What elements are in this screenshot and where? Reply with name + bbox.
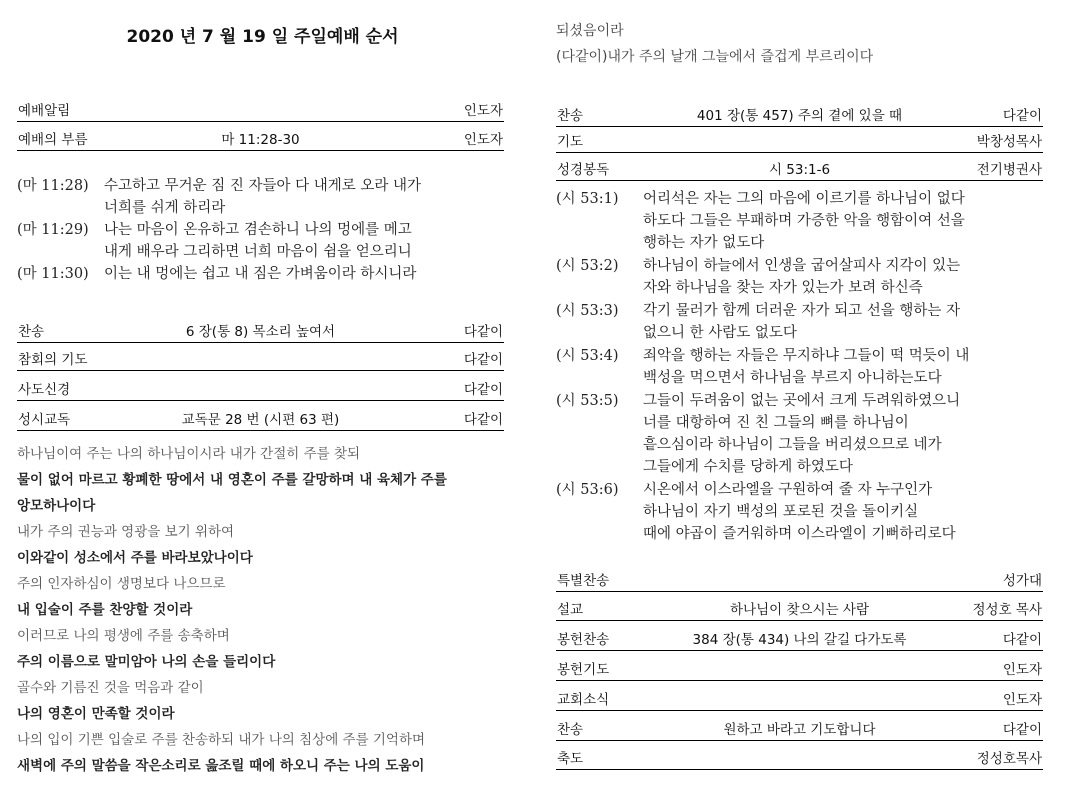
verse-line: 나는 마음이 온유하고 겸손하니 나의 멍에를 메고 [104,222,412,238]
row-leader: 다같이 [463,412,503,428]
congregation-line: 앙모하나이다 [17,498,96,514]
row-leader: 정성호 목사 [972,602,1042,618]
leader-line: 주의 인자하심이 생명보다 나으므로 [17,576,226,592]
leader-line: 이러므로 나의 평생에 주를 송축하며 [17,628,230,644]
verse-line: 너희를 쉬게 하리라 [104,200,226,216]
row-leader: 박창성목사 [976,134,1042,150]
order-row-offering-prayer [556,658,1043,681]
verse-line: 그들이 두려움이 없는 곳에서 크게 두려워하였으니 [643,393,961,409]
row-label: 설교 [557,602,584,618]
verse-ref: (마 11:29) [17,222,89,238]
congregation-line: 새벽에 주의 말씀을 작은소리로 읊조릴 때에 하오니 주는 나의 도움이 [17,758,425,774]
row-label: 찬송 [18,324,45,340]
row-detail: 하나님이 찾으시는 사람 [730,602,869,618]
order-row-prayer [556,130,1043,153]
verse-ref: (시 53:3) [556,303,619,319]
order-row-benediction [556,747,1043,770]
leader-line: 나의 입이 기쁜 입술로 주를 찬송하되 내가 나의 침상에 주를 기억하며 [17,732,426,748]
leader-line: 골수와 기름진 것을 먹음과 같이 [17,680,204,696]
order-row-hymn-3 [556,718,1043,741]
verse-ref: (시 53:4) [556,348,619,364]
order-row-special-music [556,569,1043,592]
reading-continuation: (다같이)내가 주의 날개 그늘에서 즐겁게 부르리이다 [556,49,874,65]
row-label: 예배알림 [18,103,71,119]
verse-line: 없으니 한 사람도 없도다 [643,325,797,341]
verse-line: 이는 내 멍에는 쉽고 내 짐은 가벼움이라 하시니라 [104,266,417,282]
row-label: 성경봉독 [557,162,610,178]
row-leader: 다같이 [1002,632,1042,648]
row-leader: 다같이 [463,352,503,368]
row-leader: 정성호목사 [976,751,1042,767]
row-label: 참회의 기도 [18,352,88,368]
row-label: 축도 [557,751,584,767]
row-detail: 6 장(통 8) 목소리 높여서 [185,324,336,340]
row-leader: 인도자 [463,103,503,119]
verse-line: 흩으심이라 하나님이 그들을 버리셨으므로 네가 [643,437,942,453]
row-label: 특별찬송 [557,573,610,589]
verse-line: 자와 하나님을 찾는 자가 있는가 보려 하신즉 [643,280,923,296]
row-label: 교회소식 [557,692,610,708]
row-leader: 다같이 [463,382,503,398]
verse-line: 수고하고 무거운 짐 진 자들아 다 내게로 오라 내가 [104,178,422,194]
row-label: 사도신경 [18,382,71,398]
order-row-responsive-reading [17,408,504,431]
row-label: 봉헌기도 [557,662,610,678]
row-leader: 다같이 [463,324,503,340]
verse-ref: (시 53:2) [556,258,619,274]
row-label: 성시교독 [18,412,71,428]
row-label: 기도 [557,134,584,150]
verse-line: 하나님이 자기 백성의 포로된 것을 돌이키실 [643,504,919,520]
row-leader: 다같이 [1002,108,1042,124]
row-leader: 인도자 [463,132,503,148]
row-label: 찬송 [557,722,584,738]
congregation-line: 내 입술이 주를 찬양할 것이라 [17,602,193,618]
row-leader: 성가대 [1002,573,1042,589]
verse-line: 죄악을 행하는 자들은 무지하냐 그들이 떡 먹듯이 내 [643,348,970,364]
order-row-sermon [556,598,1043,621]
verse-line: 너를 대항하여 진 친 그들의 뼈를 하나님이 [643,415,909,431]
verse-line: 시온에서 이스라엘을 구원하여 줄 자 누구인가 [643,482,933,498]
verse-line: 각기 물러가 함께 더러운 자가 되고 선을 행하는 자 [643,303,961,319]
order-row-hymn-2 [556,104,1043,127]
order-row-scripture-reading [556,158,1043,181]
row-detail: 시 53:1-6 [768,162,831,178]
congregation-line: 물이 없어 마르고 황폐한 땅에서 내 영혼이 주를 갈망하며 내 육체가 주를 [17,472,447,488]
verse-line: 내게 배우라 그리하면 너희 마음이 쉼을 얻으리니 [104,244,412,260]
leader-line: 내가 주의 권능과 영광을 보기 위하여 [17,524,235,540]
verse-line: 그들에게 수치를 당하게 하였도다 [643,459,853,475]
row-leader: 전기병권사 [976,162,1042,178]
verse-ref: (시 53:6) [556,482,619,498]
row-leader: 인도자 [1002,662,1042,678]
verse-line: 때에 야곱이 즐거워하며 이스라엘이 기뻐하리로다 [643,526,956,542]
page-title: 2020 년 7 월 19 일 주일예배 순서 [126,27,399,47]
verse-line: 행하는 자가 없도다 [643,235,765,251]
row-detail: 원하고 바라고 기도합니다 [723,722,876,738]
row-leader: 인도자 [1002,692,1042,708]
verse-line: 어리석은 자는 그의 마음에 이르기를 하나님이 없다 [643,191,965,207]
row-detail: 384 장(통 434) 나의 갈길 다가도록 [692,632,907,648]
order-row-confession [17,348,504,371]
row-detail: 마 11:28-30 [221,132,300,148]
order-row-church-news [556,688,1043,711]
row-detail: 401 장(통 457) 주의 곁에 있을 때 [696,108,903,124]
verse-ref: (마 11:28) [17,178,89,194]
verse-ref: (마 11:30) [17,266,89,282]
order-row-hymn-1 [17,320,504,343]
row-label: 봉헌찬송 [557,632,610,648]
order-row-announcements [17,99,504,122]
congregation-line: 이와같이 성소에서 주를 바라보았나이다 [17,550,253,566]
order-row-apostles-creed [17,378,504,401]
congregation-line: 나의 영혼이 만족할 것이라 [17,706,175,722]
leader-line: 하나님이여 주는 나의 하나님이시라 내가 간절히 주를 찾되 [17,446,361,462]
order-row-call-to-worship [17,128,504,151]
verse-ref: (시 53:5) [556,393,619,409]
row-label: 예배의 부름 [18,132,88,148]
row-detail: 교독문 28 번 (시편 63 편) [181,412,340,428]
row-leader: 다같이 [1002,722,1042,738]
reading-continuation: 되셨음이라 [556,23,624,39]
verse-line: 하나님이 하늘에서 인생을 굽어살피사 지각이 있는 [643,258,961,274]
order-row-offering-hymn [556,628,1043,651]
verse-line: 하도다 그들은 부패하며 가증한 악을 행함이여 선을 [643,213,965,229]
verse-line: 백성을 먹으면서 하나님을 부르지 아니하는도다 [643,370,942,386]
congregation-line: 주의 이름으로 말미암아 나의 손을 들리이다 [17,654,276,670]
verse-ref: (시 53:1) [556,191,619,207]
row-label: 찬송 [557,108,584,124]
